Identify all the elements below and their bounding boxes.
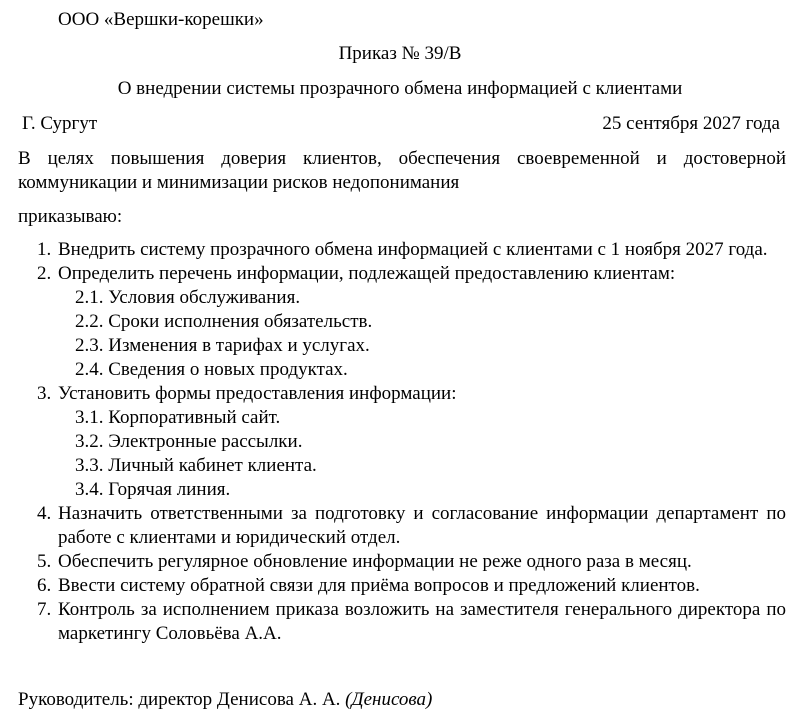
signature-label: Руководитель: директор Денисова А. А. bbox=[18, 689, 341, 710]
sub-item-2-3 bbox=[0, 334, 800, 358]
item-text: Определить перечень информации, подлежащей предоставлению клиентам: bbox=[58, 263, 676, 284]
sub-item-number: 2.4. bbox=[75, 359, 104, 380]
order-item-6 bbox=[0, 574, 800, 598]
organization-name: ООО «Вершки-корешки» bbox=[58, 9, 264, 30]
city: Г. Сургут bbox=[22, 113, 98, 134]
order-subject: О внедрении системы прозрачного обмена информацией с клиентами bbox=[117, 78, 683, 99]
order-title: Приказ № 39/В bbox=[338, 43, 462, 64]
order-item-7 bbox=[0, 598, 800, 646]
signature-line bbox=[18, 688, 432, 712]
sub-item-2-4 bbox=[0, 358, 800, 382]
sub-item-number: 2.1. bbox=[75, 287, 104, 308]
item-text: Установить формы предоставления информации: bbox=[58, 383, 457, 404]
sub-item-text: Сведения о новых продуктах. bbox=[108, 359, 348, 380]
sub-item-text: Условия обслуживания. bbox=[108, 287, 301, 308]
sub-item-3-4 bbox=[0, 478, 800, 502]
item-number: 3. bbox=[37, 383, 52, 404]
item-number: 6. bbox=[37, 575, 52, 596]
sub-item-number: 3.1. bbox=[75, 407, 104, 428]
sub-item-number: 2.2. bbox=[75, 311, 104, 332]
order-item-3 bbox=[0, 382, 800, 406]
item-text: Контроль за исполнением приказа возложить на заместителя генерального директора по маркетингу Соловьёва А.А. bbox=[58, 599, 786, 644]
order-item-1 bbox=[0, 238, 800, 262]
sub-item-text: Изменения в тарифах и услугах. bbox=[108, 335, 370, 356]
sub-item-3-3 bbox=[0, 454, 800, 478]
item-number: 5. bbox=[37, 551, 52, 572]
sub-item-number: 3.2. bbox=[75, 431, 104, 452]
order-item-5 bbox=[0, 550, 800, 574]
sub-item-3-2 bbox=[0, 430, 800, 454]
signature-handwritten: (Денисова) bbox=[345, 689, 433, 710]
sub-item-text: Личный кабинет клиента. bbox=[108, 455, 317, 476]
item-text: Ввести систему обратной связи для приёма вопросов и предложений клиентов. bbox=[58, 575, 700, 596]
sub-item-number: 2.3. bbox=[75, 335, 104, 356]
preamble: В целях повышения доверия клиентов, обеспечения своевременной и достоверной коммуникации и минимизации рисков недопонимания bbox=[18, 148, 786, 193]
order-word: приказываю: bbox=[18, 206, 123, 227]
sub-item-2-2 bbox=[0, 310, 800, 334]
sub-item-text: Корпоративный сайт. bbox=[108, 407, 281, 428]
sub-item-text: Электронные рассылки. bbox=[108, 431, 303, 452]
order-item-2 bbox=[0, 262, 800, 286]
sub-item-number: 3.4. bbox=[75, 479, 104, 500]
order-date: 25 сентября 2027 года bbox=[602, 113, 780, 134]
sub-item-text: Горячая линия. bbox=[108, 479, 231, 500]
item-number: 7. bbox=[37, 599, 52, 620]
sub-item-2-1 bbox=[0, 286, 800, 310]
sub-item-number: 3.3. bbox=[75, 455, 104, 476]
sub-item-text: Сроки исполнения обязательств. bbox=[108, 311, 373, 332]
sub-item-3-1 bbox=[0, 406, 800, 430]
item-text: Назначить ответственными за подготовку и согласование информации департамент по работе с клиентами и юридический отдел. bbox=[58, 503, 786, 548]
item-number: 4. bbox=[37, 503, 52, 524]
item-number: 1. bbox=[37, 239, 52, 260]
item-text: Обеспечить регулярное обновление информации не реже одного раза в месяц. bbox=[58, 551, 692, 572]
order-item-4 bbox=[0, 502, 800, 550]
order-items bbox=[0, 238, 800, 646]
item-text: Внедрить систему прозрачного обмена информацией с клиентами с 1 ноября 2027 года. bbox=[58, 239, 768, 260]
item-number: 2. bbox=[37, 263, 52, 284]
